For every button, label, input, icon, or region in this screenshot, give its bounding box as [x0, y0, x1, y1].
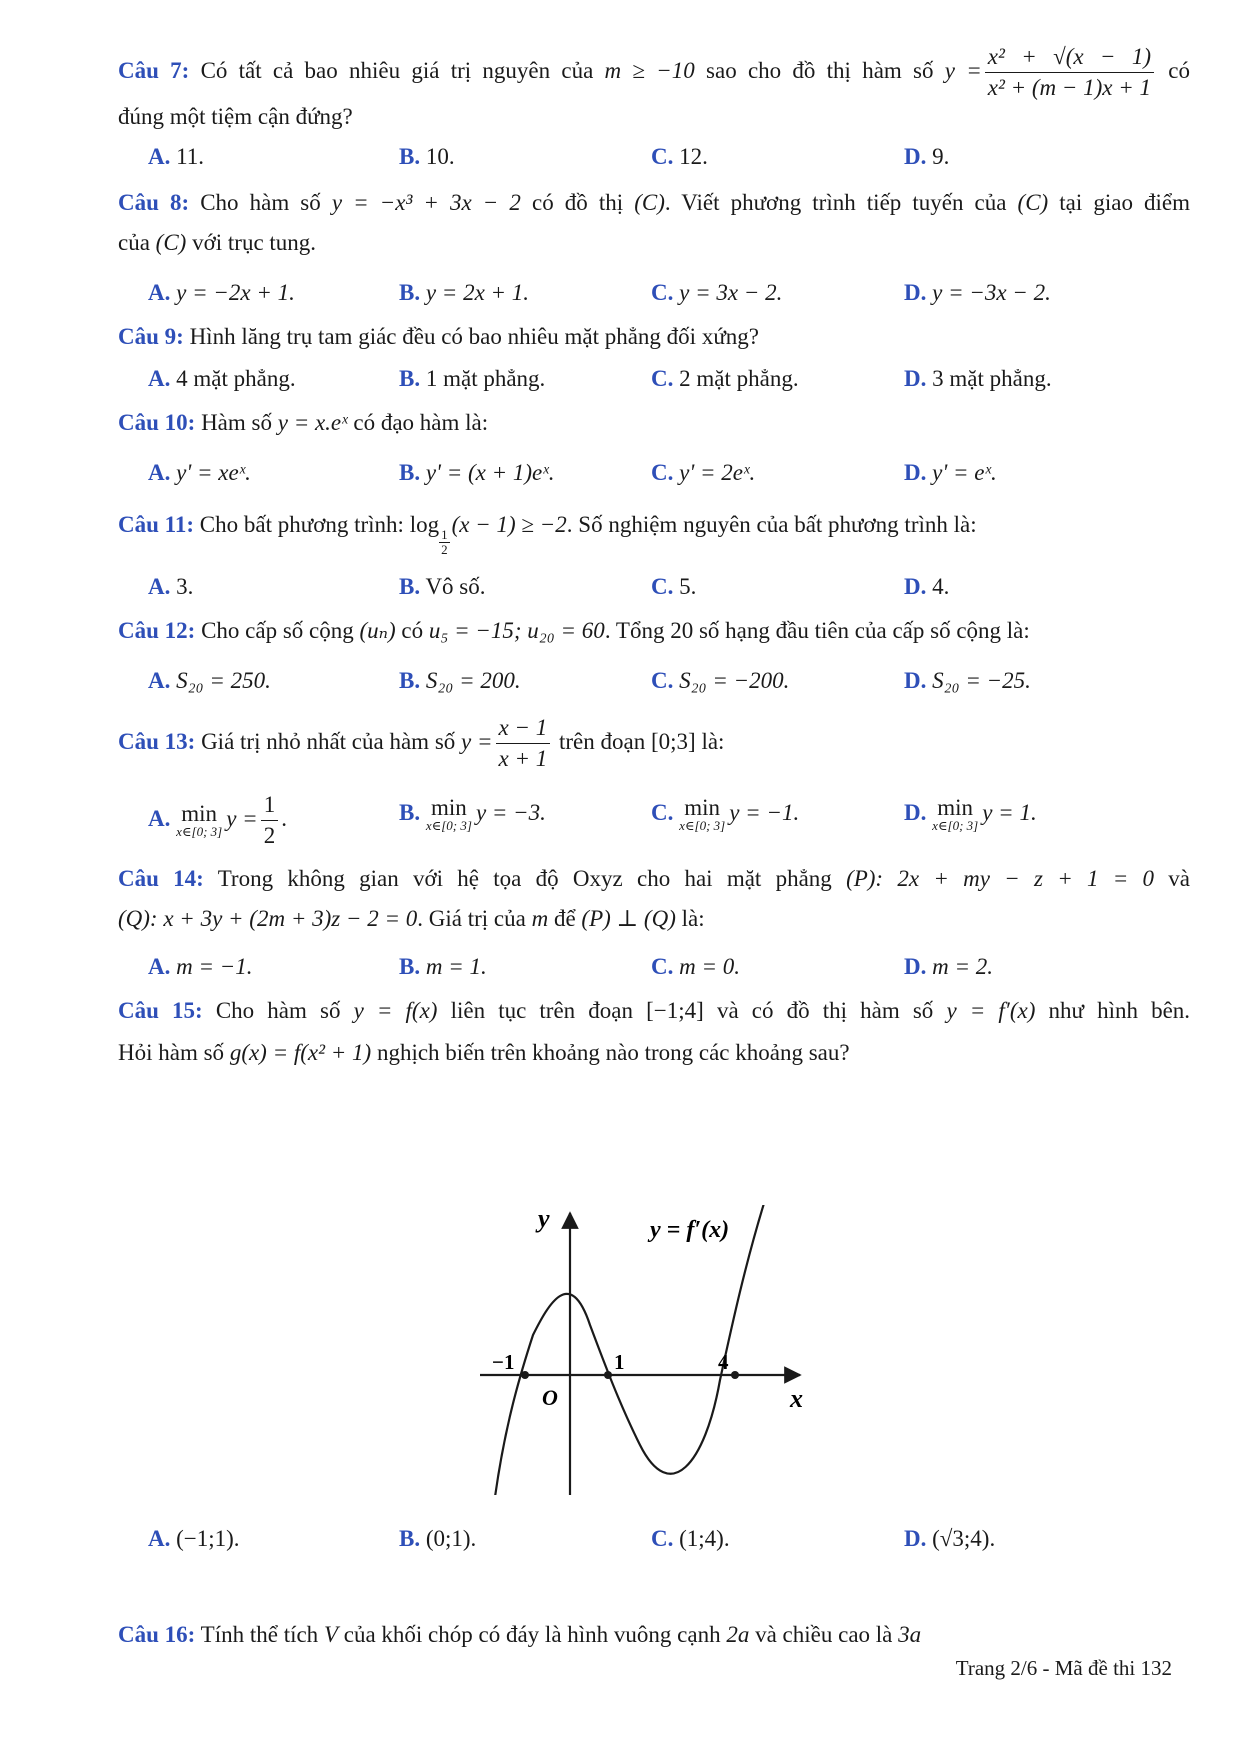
option-text: S₂₀ = −200. [679, 668, 790, 693]
option-text: m = 0. [679, 954, 741, 979]
math-inline: u₅ = −15; u₂₀ = 60 [428, 618, 605, 643]
tick-1: 1 [614, 1350, 625, 1374]
question-text: và [1168, 866, 1191, 891]
min-range: x∈[0; 3] [176, 823, 223, 839]
question-text: với trục tung. [192, 230, 317, 255]
option-letter: C. [651, 668, 674, 693]
question-text: cho hai mặt phẳng [637, 866, 832, 891]
math-inline: y = f(x) [353, 998, 438, 1023]
question-label: Câu 13: [118, 729, 196, 754]
option-letter: A. [148, 144, 171, 169]
option-text: 1 mặt phẳng. [425, 366, 546, 391]
min-operator [176, 800, 223, 839]
option-d[interactable] [904, 1522, 995, 1556]
question-text: và có đồ thị hàm số [716, 998, 934, 1023]
question-text: . Giá trị của [417, 906, 526, 931]
root-neg1 [521, 1371, 529, 1379]
option-d[interactable] [904, 796, 1037, 833]
question-8 [118, 186, 1190, 220]
option-text: y = 1. [982, 800, 1037, 825]
option-text: y = −3x − 2. [932, 280, 1051, 305]
question-text: sao cho đồ thị hàm số [706, 57, 934, 83]
math-inline: 3a [898, 1622, 922, 1647]
question-7 [118, 42, 1190, 103]
math-inline: [0;3] [650, 729, 696, 754]
option-letter: A. [148, 954, 171, 979]
question-13 [118, 712, 1190, 774]
options-q11 [148, 570, 1198, 604]
question-text: là: [681, 906, 705, 931]
min-range: x∈[0; 3] [425, 817, 472, 833]
options-q7 [148, 140, 1198, 174]
option-d[interactable] [904, 570, 949, 604]
question-text: . Viết phương trình tiếp tuyến của [664, 190, 1007, 215]
math-inline: (C) [634, 190, 665, 215]
option-text: y = 2x + 1. [425, 280, 530, 305]
option-letter: A. [148, 460, 171, 485]
option-letter: D. [904, 574, 927, 599]
option-text: y' = (x + 1)eˣ. [425, 460, 555, 485]
option-a[interactable] [148, 570, 193, 604]
option-letter: D. [904, 1526, 927, 1551]
option-text: S₂₀ = 250. [176, 668, 271, 693]
option-letter: C. [651, 460, 674, 485]
math-inline: y = [461, 729, 493, 754]
question-15 [118, 994, 1190, 1028]
option-letter: A. [148, 574, 171, 599]
option-c[interactable] [651, 950, 740, 984]
question-14 [118, 862, 1190, 896]
option-text: (0;1). [425, 1526, 477, 1551]
option-letter: C. [651, 800, 674, 825]
min-text: min [181, 800, 218, 826]
math-inline: (C) [155, 230, 187, 255]
option-text: 9. [932, 144, 950, 169]
options-q8 [148, 276, 1198, 310]
question-text: có [1168, 57, 1191, 83]
question-14-line2 [118, 902, 1190, 936]
option-letter: C. [651, 366, 674, 391]
option-d[interactable] [904, 140, 949, 174]
fraction-denominator: x + 1 [498, 746, 548, 772]
option-text: Vô số. [425, 574, 486, 599]
x-axis-label: x [790, 1384, 803, 1413]
option-b[interactable] [399, 276, 529, 310]
option-b[interactable] [399, 950, 487, 984]
question-12 [118, 614, 1190, 648]
option-letter: B. [399, 460, 421, 485]
math-inline: (uₙ) [359, 618, 396, 643]
question-text: . Số nghiệm nguyên của bất phương trình là: [566, 512, 977, 537]
math-inline: m ≥ −10 [604, 57, 695, 83]
option-d[interactable] [904, 664, 1031, 698]
question-text: Cho hàm số [200, 190, 321, 215]
option-c[interactable] [651, 664, 789, 698]
option-b[interactable] [399, 664, 521, 698]
log-base [439, 528, 450, 557]
question-text: như hình bên. [1048, 998, 1191, 1023]
option-c[interactable] [651, 276, 782, 310]
options-q10 [148, 456, 1198, 490]
log-base-denominator: 2 [441, 542, 448, 557]
question-text: Hỏi hàm số [118, 1040, 225, 1065]
option-a[interactable] [148, 664, 271, 698]
question-label: Câu 11: [118, 512, 195, 537]
option-text: (√3;4). [932, 1526, 996, 1551]
options-q9 [148, 362, 1198, 396]
option-text: 4 mặt phẳng. [176, 366, 296, 391]
math-inline: (C) [1017, 190, 1049, 215]
question-text: nghịch biến trên khoảng nào trong các khoảng sau? [376, 1040, 850, 1065]
min-operator [932, 794, 979, 833]
option-letter: A. [148, 805, 171, 831]
question-text: Cho hàm số [215, 998, 341, 1023]
option-c[interactable] [651, 456, 755, 490]
math-inline: y = f′(x) [946, 998, 1036, 1023]
option-text: y = −2x + 1. [176, 280, 295, 305]
option-c[interactable] [651, 570, 696, 604]
option-c[interactable] [651, 140, 708, 174]
options-q15 [148, 1522, 1198, 1556]
option-a[interactable] [148, 276, 295, 310]
option-text: 11. [176, 144, 205, 169]
option-b[interactable] [399, 1522, 476, 1556]
option-letter: D. [904, 460, 927, 485]
math-inline: (P) ⊥ (Q) [581, 906, 676, 931]
option-text: 12. [679, 144, 708, 169]
option-d[interactable] [904, 950, 993, 984]
option-letter: C. [651, 1526, 674, 1551]
question-label: Câu 15: [118, 998, 203, 1023]
option-text: y = [226, 805, 258, 831]
option-text: m = 2. [932, 954, 994, 979]
option-text: 4. [932, 574, 950, 599]
option-letter: C. [651, 144, 674, 169]
option-letter: C. [651, 574, 674, 599]
option-b[interactable] [399, 362, 545, 396]
option-letter: B. [399, 574, 421, 599]
option-letter: D. [904, 366, 927, 391]
tick-neg1: −1 [492, 1350, 515, 1374]
option-text: m = −1. [176, 954, 253, 979]
min-range: x∈[0; 3] [679, 817, 726, 833]
option-text: y = −1. [729, 800, 800, 825]
option-letter: A. [148, 280, 171, 305]
option-letter: B. [399, 144, 421, 169]
option-letter: C. [651, 280, 674, 305]
option-text: y' = xeˣ. [176, 460, 251, 485]
option-text: m = 1. [425, 954, 487, 979]
question-text: Trong không gian với hệ tọa độ [217, 866, 559, 891]
question-text: có đồ thị [531, 190, 624, 215]
option-text: 2 mặt phẳng. [679, 366, 799, 391]
question-15-line2 [118, 1036, 1190, 1070]
option-text: y' = 2eˣ. [679, 460, 756, 485]
question-label: Câu 14: [118, 866, 204, 891]
option-a[interactable] [148, 950, 253, 984]
question-text: Có tất cả bao nhiêu giá trị nguyên của [200, 57, 594, 83]
question-9 [118, 320, 1190, 354]
min-text: min [684, 794, 721, 820]
option-text: 3 mặt phẳng. [932, 366, 1052, 391]
question-label: Câu 16: [118, 1622, 196, 1647]
question-8-line2 [118, 226, 1190, 260]
question-text: có [401, 618, 424, 643]
options-q14 [148, 950, 1198, 984]
question-text: của [118, 230, 150, 255]
question-16 [118, 1618, 1190, 1652]
option-text: S₂₀ = −25. [932, 668, 1031, 693]
min-text: min [431, 794, 467, 820]
option-text: (−1;1). [176, 1526, 240, 1551]
question-label: Câu 12: [118, 618, 196, 643]
option-text: y = 3x − 2. [679, 280, 783, 305]
question-label: Câu 10: [118, 410, 196, 435]
math-inline: (x − 1) ≥ −2 [451, 512, 567, 537]
option-c[interactable] [651, 362, 799, 396]
option-text: y = −3. [475, 800, 546, 825]
question-text: có đạo hàm là: [353, 410, 489, 435]
question-text: để [553, 906, 576, 931]
option-d[interactable] [904, 362, 1052, 396]
option-text: . [281, 805, 287, 831]
math-log: log [409, 512, 440, 537]
question-text: trên đoạn [559, 729, 646, 754]
option-d[interactable] [904, 456, 997, 490]
option-text: 10. [425, 144, 455, 169]
option-letter: C. [651, 954, 674, 979]
tick-4: 4 [718, 1350, 729, 1374]
question-text: Cho bất phương trình: [199, 512, 404, 537]
math-inline: V [323, 1622, 338, 1647]
question-text: là: [701, 729, 725, 754]
derivative-graph [470, 1205, 810, 1495]
question-label: Câu 8: [118, 190, 190, 215]
question-10 [118, 406, 1190, 440]
option-letter: D. [904, 668, 927, 693]
option-letter: D. [904, 800, 927, 825]
y-axis-label: y [538, 1205, 550, 1233]
question-text: và chiều cao là [755, 1622, 893, 1647]
option-letter: A. [148, 1526, 171, 1551]
question-text: Hình lăng trụ tam giác đều có bao nhiêu mặt phẳng đối xứng? [189, 324, 759, 349]
fraction-denominator: x² + (m − 1)x + 1 [987, 75, 1152, 100]
math-inline: g(x) = f(x² + 1) [229, 1040, 372, 1065]
option-letter: B. [399, 800, 421, 825]
math-inline: m [531, 906, 549, 931]
option-letter: D. [904, 954, 927, 979]
option-b[interactable] [399, 796, 546, 833]
log-base-numerator: 1 [441, 527, 448, 542]
question-label: Câu 9: [118, 324, 184, 349]
option-letter: B. [399, 366, 421, 391]
curve-label: y = f′(x) [650, 1217, 730, 1243]
option-letter: D. [904, 144, 927, 169]
option-text: 3. [176, 574, 194, 599]
option-letter: D. [904, 280, 927, 305]
option-letter: A. [148, 668, 171, 693]
question-text: Cho cấp số cộng [201, 618, 354, 643]
option-text: (1;4). [679, 1526, 730, 1551]
option-letter: B. [399, 1526, 421, 1551]
option-a[interactable] [148, 140, 204, 174]
question-text: tại giao điểm [1059, 190, 1191, 215]
fraction-numerator: x − 1 [496, 713, 551, 744]
math-inline: 2a [726, 1622, 750, 1647]
origin-label: O [542, 1385, 558, 1410]
question-7-line2: đúng một tiệm cận đứng? [118, 104, 353, 129]
math-inline: y = x.eˣ [277, 410, 348, 435]
option-d[interactable] [904, 276, 1051, 310]
page-footer: Trang 2/6 - Mã đề thi 132 [955, 1656, 1172, 1680]
fraction-numerator: 1 [261, 790, 279, 821]
option-letter: B. [399, 668, 421, 693]
option-letter: B. [399, 954, 421, 979]
min-operator [679, 794, 726, 833]
option-a[interactable] [148, 362, 296, 396]
option-a[interactable] [148, 1522, 240, 1556]
option-c[interactable] [651, 796, 799, 833]
math-inline: y = −x³ + 3x − 2 [331, 190, 521, 215]
fraction [496, 713, 551, 774]
option-text: 5. [679, 574, 697, 599]
fraction [261, 790, 279, 851]
option-a[interactable] [148, 456, 251, 490]
root-1 [604, 1371, 612, 1379]
question-text: Giá trị nhỏ nhất của hàm số [201, 729, 456, 754]
fraction-denominator: 2 [263, 823, 276, 848]
question-text: Tính thể tích [200, 1622, 319, 1647]
min-text: min [937, 794, 974, 820]
root-4 [731, 1371, 739, 1379]
option-b[interactable] [399, 570, 486, 604]
option-letter: B. [399, 280, 421, 305]
options-q13 [148, 790, 1198, 850]
min-operator [425, 794, 472, 833]
option-a[interactable] [148, 790, 287, 851]
math-inline: (Q): x + 3y + (2m + 3)z − 2 = 0 [118, 906, 418, 931]
question-text: của khối chóp có đáy là hình vuông cạnh [343, 1622, 721, 1647]
option-b[interactable] [399, 140, 455, 174]
math-inline: y = [944, 57, 982, 83]
option-c[interactable] [651, 1522, 730, 1556]
fraction-numerator: x² + √(x − 1) [985, 42, 1154, 73]
option-text: S₂₀ = 200. [425, 668, 521, 693]
math-inline: Oxyz [572, 866, 623, 891]
option-letter: A. [148, 366, 171, 391]
question-11 [118, 508, 1190, 557]
option-text: y' = eˣ. [932, 460, 997, 485]
math-inline: [−1;4] [646, 998, 704, 1023]
question-text: liên tục trên đoạn [450, 998, 634, 1023]
option-b[interactable] [399, 456, 555, 490]
question-text: Hàm số [201, 410, 272, 435]
question-label: Câu 7: [118, 57, 190, 83]
math-inline: (P): 2x + my − z + 1 = 0 [846, 866, 1155, 891]
question-text: . Tổng 20 số hạng đầu tiên của cấp số cộng là: [604, 618, 1030, 643]
options-q12 [148, 664, 1198, 698]
min-range: x∈[0; 3] [932, 817, 979, 833]
fraction [985, 42, 1154, 103]
